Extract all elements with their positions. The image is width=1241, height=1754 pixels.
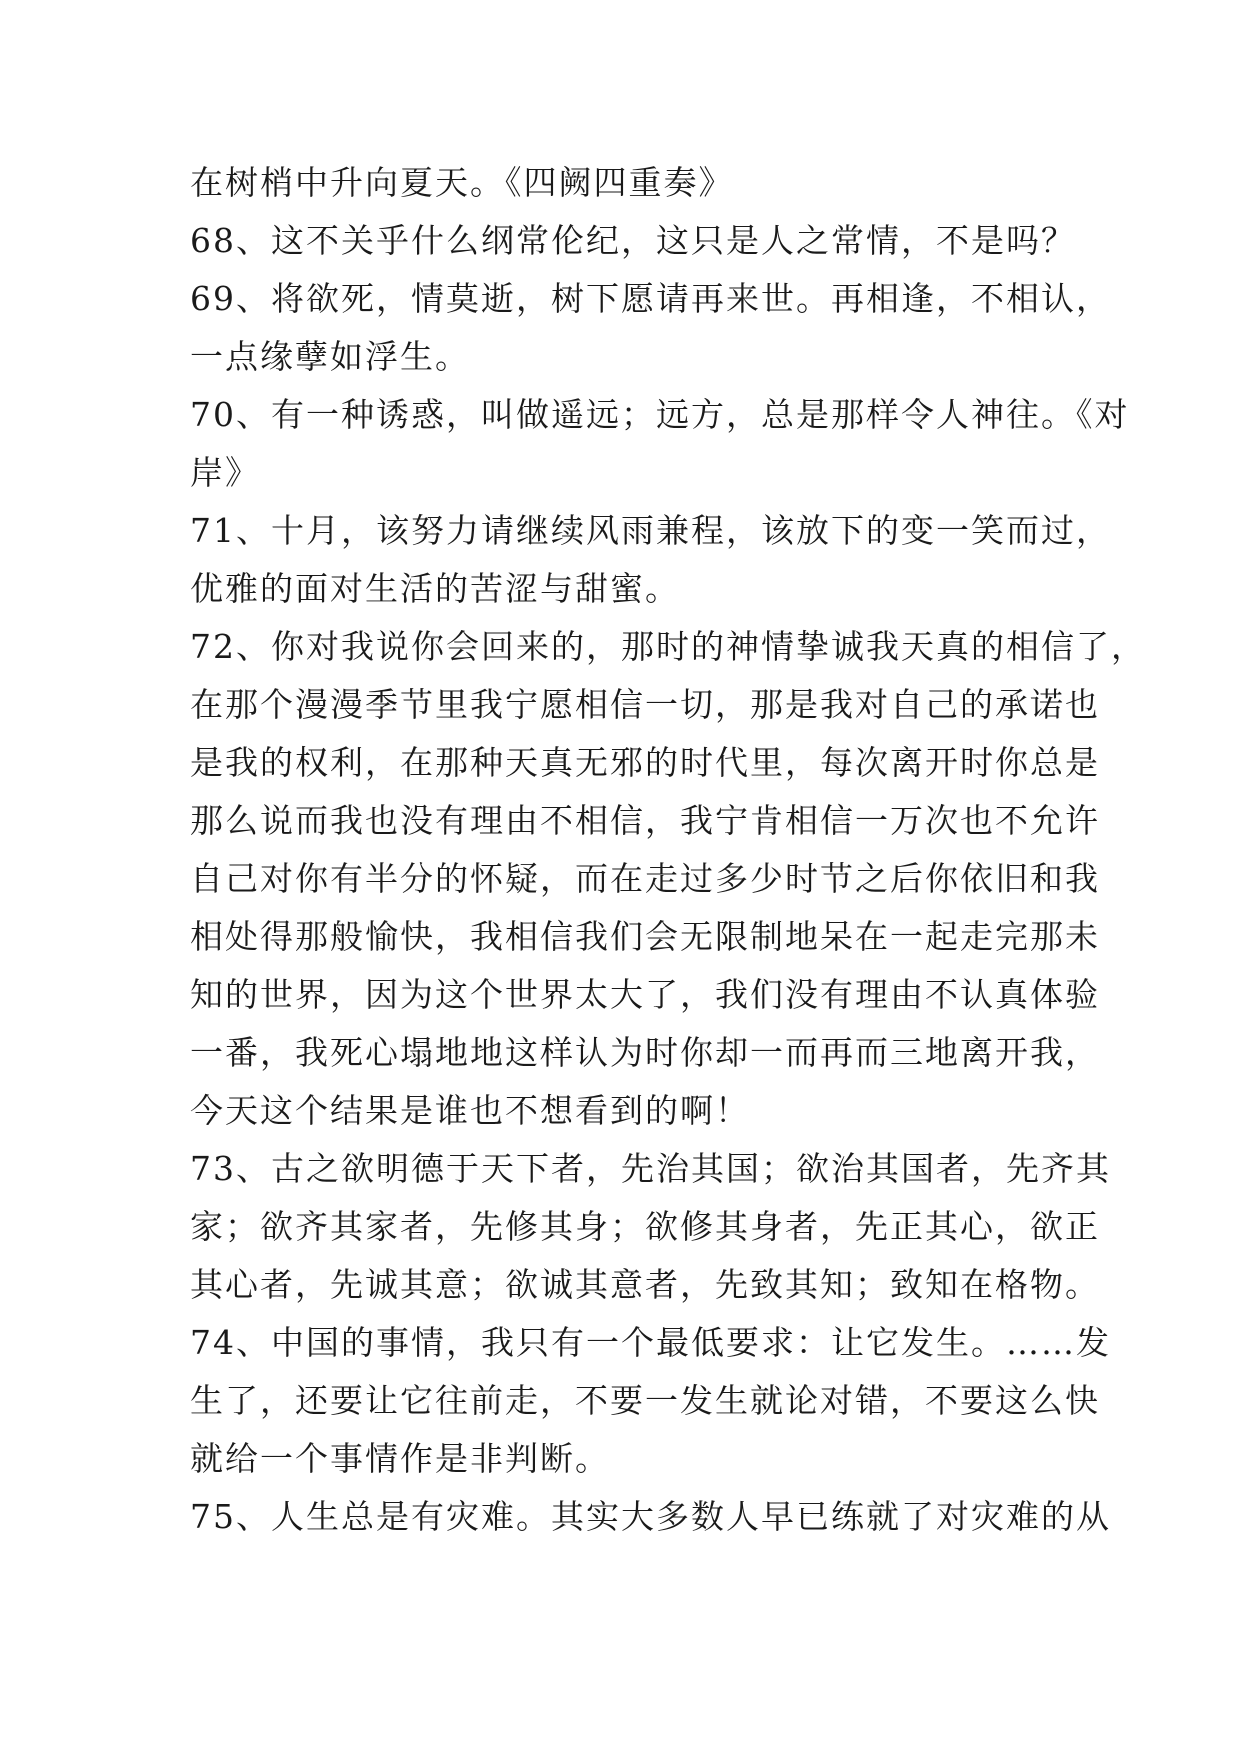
body-text: [190, 154, 1146, 1546]
text-line: 生了，还要让它往前走，不要一发生就论对错，不要这么快: [190, 1381, 1100, 1420]
text-line: 在树梢中升向夏天。《四阙四重奏》: [190, 163, 734, 202]
text-line: 那么说而我也没有理由不相信，我宁肯相信一万次也不允许: [190, 801, 1100, 840]
text-line: 71、十月，该努力请继续风雨兼程，该放下的变一笑而过，: [190, 511, 1111, 550]
text-line: 75、人生总是有灾难。其实大多数人早已练就了对灾难的从: [190, 1497, 1111, 1536]
text-line: 是我的权利，在那种天真无邪的时代里，每次离开时你总是: [190, 743, 1100, 782]
text-line: 70、有一种诱惑，叫做遥远；远方，总是那样令人神往。《对: [190, 395, 1130, 434]
text-line: 就给一个事情作是非判断。: [190, 1439, 610, 1478]
text-line: 74、中国的事情，我只有一个最低要求：让它发生。……发: [190, 1323, 1111, 1362]
text-line: 相处得那般愉快，我相信我们会无限制地呆在一起走完那未: [190, 917, 1100, 956]
text-line: 自己对你有半分的怀疑，而在走过多少时节之后你依旧和我: [190, 859, 1100, 898]
text-line: 今天这个结果是谁也不想看到的啊！: [190, 1091, 750, 1130]
text-line: 69、将欲死，情莫逝，树下愿请再来世。再相逢，不相认，: [190, 279, 1111, 318]
text-line: 在那个漫漫季节里我宁愿相信一切，那是我对自己的承诺也: [190, 685, 1100, 724]
text-line: 68、这不关乎什么纲常伦纪，这只是人之常情，不是吗？: [190, 221, 1076, 260]
text-line: 岸》: [190, 453, 260, 492]
text-line: 72、你对我说你会回来的，那时的神情挚诚我天真的相信了，: [190, 627, 1146, 666]
text-line: 其心者，先诚其意；欲诚其意者，先致其知；致知在格物。: [190, 1265, 1100, 1304]
text-line: 一点缘孽如浮生。: [190, 337, 470, 376]
text-line: 家；欲齐其家者，先修其身；欲修其身者，先正其心，欲正: [190, 1207, 1100, 1246]
text-line: 知的世界，因为这个世界太大了，我们没有理由不认真体验: [190, 975, 1100, 1014]
text-line: 一番，我死心塌地地这样认为时你却一而再而三地离开我，: [190, 1033, 1100, 1072]
text-line: 优雅的面对生活的苦涩与甜蜜。: [190, 569, 680, 608]
text-line: 73、古之欲明德于天下者，先治其国；欲治其国者，先齐其: [190, 1149, 1111, 1188]
